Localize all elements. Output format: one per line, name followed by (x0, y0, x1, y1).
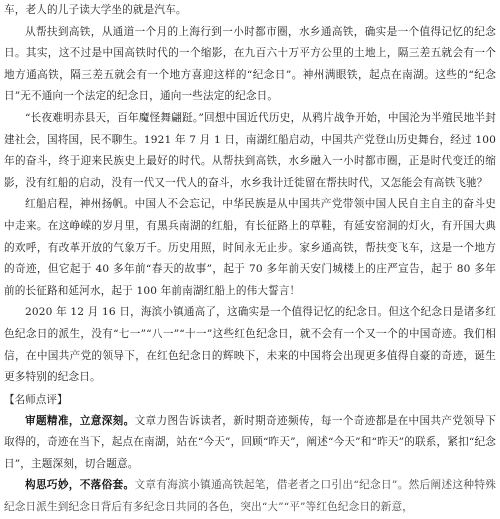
comment-0-lead: 审题精准，立意深刻。 (25, 414, 135, 427)
paragraph-1: 从帮扶到高铁，从通道一个月的上海行到一小时都市圈，水乡通高铁，确实是一个值得记忆的纪念日。其实，这不过是中国高铁时代的一个缩影，在九百六十万平方公里的土地上，隔三差五就会有一个地方通高铁，隔三差五就会有一个地方喜迎这样的“纪念日”。神州满眼铁，起点在南湖。这些的“纪念日”无不通向一个法定的纪念日，通向一些法定的纪念日。 (4, 25, 496, 103)
comment-1 (4, 475, 496, 518)
paragraph-0: 车，老人的儿子读大学坐的就是汽车。 (4, 4, 187, 16)
paragraph-3: 红船启程，神州扬帆。中国人不会忘记，中华民族是从中国共产党带领中国人民自主自主的奋斗史中走来。在这峥嵘的岁月里，有黑兵南湖的红船，有长征路上的草鞋，有延安窑洞的灯火，有开国大典的欢呼，有改革开放的气象万千。历史用照，时间永无止步。家乡通高铁，帮扶变飞车，这是一个地方的奇迹，但它起于 40 多年前“春天的故事”，起于 70 多年前天安门城楼上的庄严宣告，起于 80 多年前的长征路和延河水，起于 100 年前南湖红船上的伟大誓言！ (4, 198, 496, 297)
comment-0-text: 文章力图告诉读者，新时期奇迹频传，每一个奇迹都是在中国共产党领导下取得的，奇迹在当下，起点在南湖，站在“今天”，回顾“昨天”，阐述“今天”和“昨天”的联系，紧扣“纪念日”，主题深刻，切合题意。 (4, 414, 497, 470)
comment-1-text: 文章有海滨小镇通高铁起笔，借老者之口引出“纪念日”。然后阐述这种特殊纪念日派生到纪念日背后有多纪念日共同的各色，突出“大”“平”等红色纪念日的新意， (4, 479, 497, 514)
document-page (4, 0, 496, 519)
comment-1-lead: 构思巧妙，不落俗套。 (25, 479, 135, 492)
paragraph-2: “长夜难明赤县天，百年魔怪舞翩跹。”回想中国近代历史，从鸦片战争开始，中国沦为半殖民地半封建社会，国将国，民不聊生。1921 年 7 月 1 日，南湖红船启动，中国共产党登山历史舞台，经过 100 年的奋斗，终于迎来民族史上最好的时代。从帮扶到高铁，水乡融入一小时都市圈，正是时代变迁的缩影，没有红船的启动，没有一代又一代人的奋斗，水乡我计迁徙留在帮扶时代，又怎能会有高铁飞驰？ (4, 111, 496, 189)
comment-0 (4, 411, 496, 476)
paragraph-4: 2020 年 12 月 16 日，海滨小镇通高了，这确实是一个值得记忆的纪念日。但这个纪念日是诸多红色纪念日的派生，没有“七一”“八一”“十一”这些红色纪念日，就不会有一个又一个的中国奇迹。我们相信，在中国共产党的领导下，在红色纪念日的辉映下，未来的中国将会出现更多值得自豪的奇迹，诞生更多特别的纪念日。 (4, 306, 496, 384)
section-title: 【名师点评】 (4, 393, 68, 406)
